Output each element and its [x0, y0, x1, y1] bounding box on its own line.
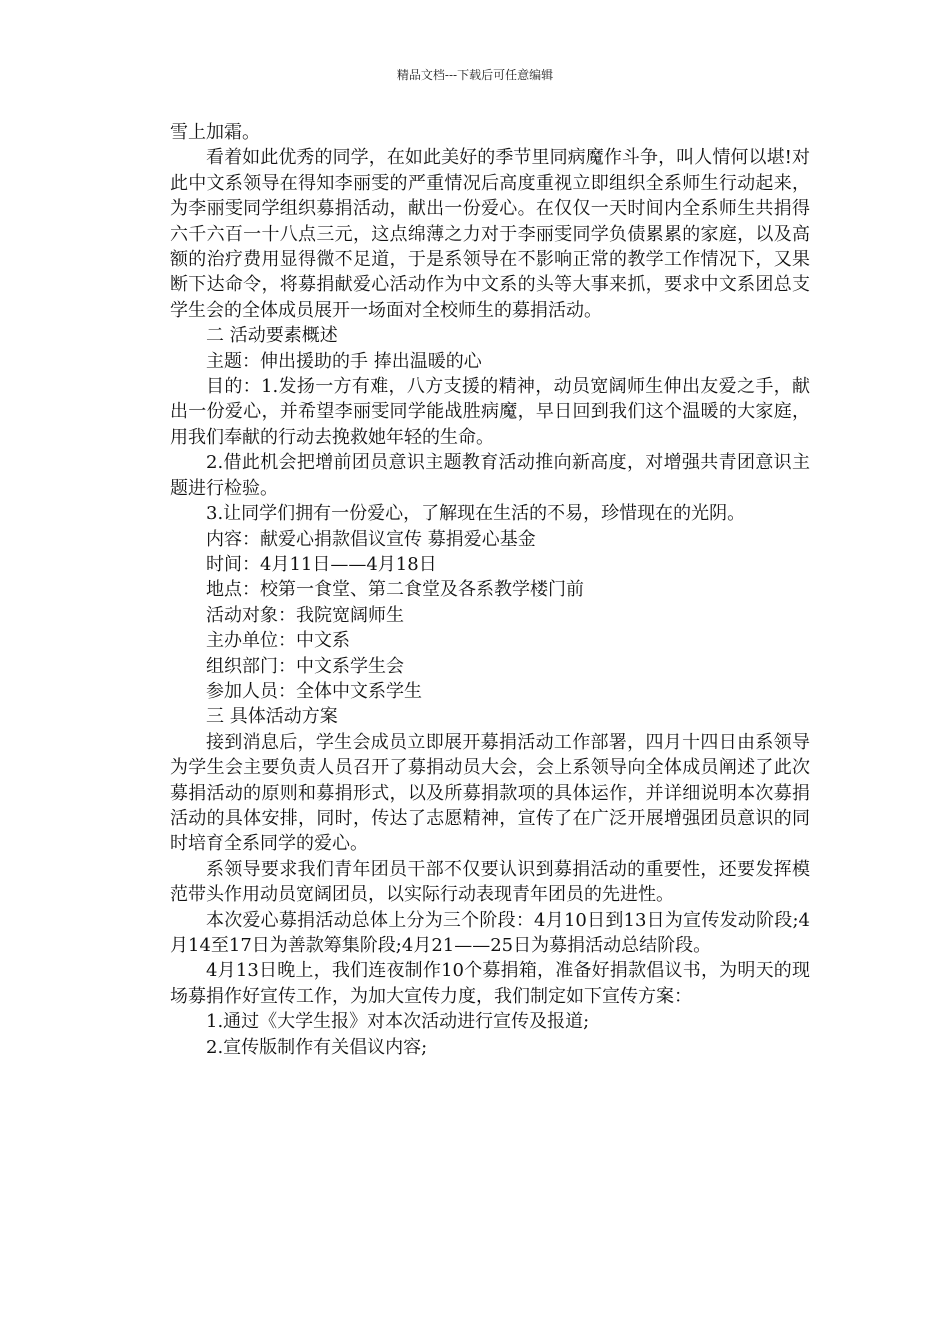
paragraph: 活动对象：我院宽阔师生 [206, 604, 404, 626]
paragraph: 2.宣传版制作有关倡议内容; [206, 1036, 428, 1058]
paragraph: 主题：伸出援助的手 捧出温暖的心 [206, 350, 482, 372]
section-heading: 三 具体活动方案 [206, 706, 338, 728]
paragraph: 组织部门：中文系学生会 [206, 655, 404, 677]
paragraph: 看着如此优秀的同学，在如此美好的季节里同病魔作斗争，叫人情何以堪!对此中文系领导在得知李丽雯的严重情况后高度重视立即组织全系师生行动起来，为李丽雯同学组织募捐活动，献出一份爱心。在仅仅一天时间内全系师生共捐得六千六百一十八点三元，这点绵薄之力对于李丽雯同学负债累累的家庭，以及高额的治疗费用显得微不足道，于是系领导在不影响正常的教学工作情况下，又果断下达命令，将募捐献爱心活动作为中文系的头等大事来抓，要求中文系团总支学生会的全体成员展开一场面对全校师生的募捐活动。 [170, 147, 810, 321]
paragraph: 系领导要求我们青年团员干部不仅要认识到募捐活动的重要性，还要发挥模范带头作用动员宽阔团员，以实际行动表现青年团员的先进性。 [170, 858, 810, 906]
paragraph: 内容：献爱心捐款倡议宣传 募捐爱心基金 [206, 528, 536, 550]
page-header: 精品文档---下载后可任意编辑 [396, 68, 554, 82]
paragraph: 目的：1.发扬一方有难，八方支援的精神，动员宽阔师生伸出友爱之手，献出一份爱心，并希望李丽雯同学能战胜病魔，早日回到我们这个温暖的大家庭，用我们奉献的行动去挽救她年轻的生命。 [170, 376, 810, 448]
paragraph: 本次爱心募捐活动总体上分为三个阶段：4月10日到13日为宣传发动阶段;4月14至17日为善款筹集阶段;4月21——25日为募捐活动总结阶段。 [170, 909, 810, 956]
paragraph: 雪上加霜。 [170, 122, 260, 143]
section-heading: 二 活动要素概述 [206, 325, 338, 347]
paragraph: 4月13日晚上，我们连夜制作10个募捐箱，准备好捐款倡议书，为明天的现场募捐作好宣传工作，为加大宣传力度，我们制定如下宣传方案： [170, 960, 810, 1007]
document-body [170, 120, 810, 1060]
paragraph: 地点：校第一食堂、第二食堂及各系教学楼门前 [206, 579, 584, 601]
paragraph: 1.通过《大学生报》对本次活动进行宣传及报道; [206, 1011, 590, 1033]
paragraph: 接到消息后，学生会成员立即展开募捐活动工作部署，四月十四日由系领导为学生会主要负责人员召开了募捐动员大会，会上系领导向全体成员阐述了此次募捐活动的原则和募捐形式，以及所募捐款项的具体运作，并详细说明本次募捐活动的具体安排，同时，传达了志愿精神，宣传了在广泛开展增强团员意识的同时培育全系同学的爱心。 [170, 731, 810, 855]
paragraph: 主办单位：中文系 [206, 630, 350, 652]
paragraph: 3.让同学们拥有一份爱心，了解现在生活的不易，珍惜现在的光阴。 [206, 503, 746, 525]
paragraph: 2.借此机会把增前团员意识主题教育活动推向新高度，对增强共青团意识主题进行检验。 [170, 452, 810, 499]
paragraph: 时间：4月11日——4月18日 [206, 553, 437, 575]
paragraph: 参加人员：全体中文系学生 [206, 680, 422, 702]
